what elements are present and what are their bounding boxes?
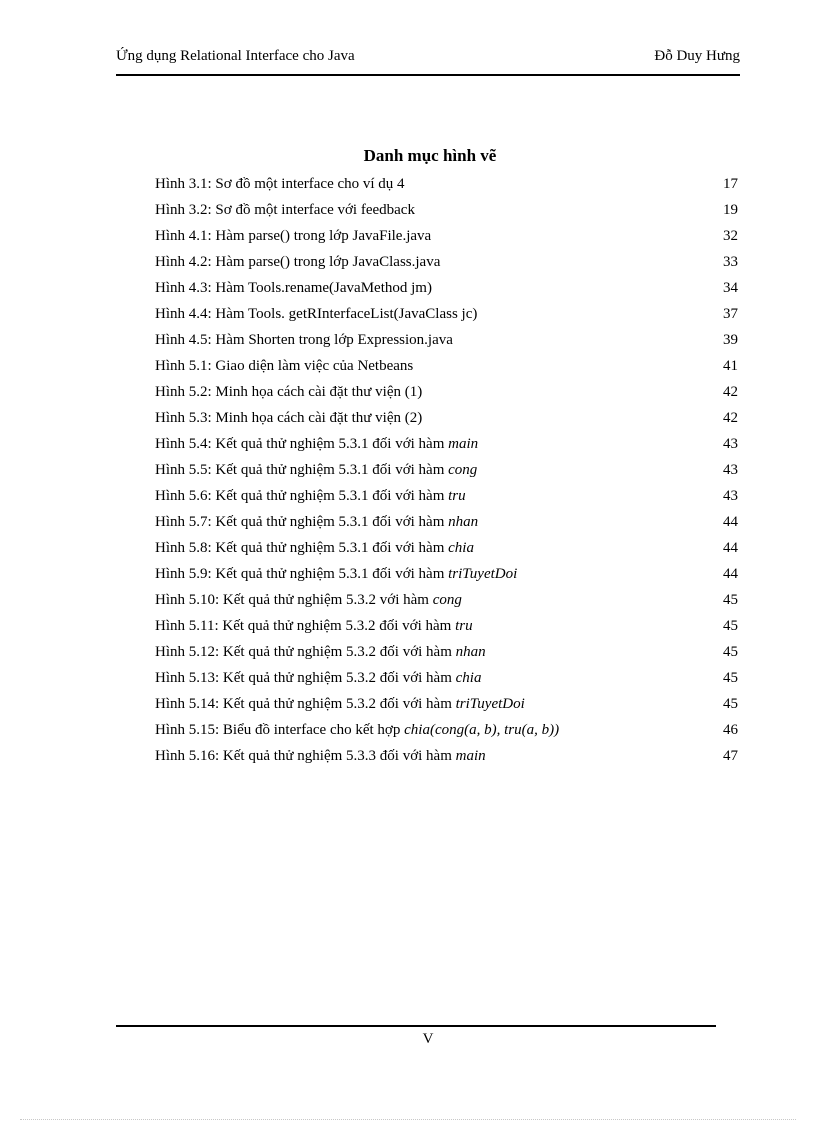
entry-page-number: 45 (723, 696, 738, 712)
list-item[interactable] (155, 379, 738, 405)
entry-page-number: 46 (723, 722, 738, 738)
header-rule (116, 74, 740, 76)
entry-text: Hình 5.10: Kết quả thử nghiệm 5.3.2 với hàm cong (155, 592, 462, 608)
list-item[interactable] (155, 587, 738, 613)
list-item[interactable] (155, 171, 738, 197)
entry-text: Hình 5.2: Minh họa cách cài đặt thư viện (1) (155, 384, 423, 400)
page-title: Danh mục hình vẽ (363, 146, 497, 165)
list-item[interactable] (155, 613, 738, 639)
list-item[interactable] (155, 197, 738, 223)
entry-page-number: 45 (723, 670, 738, 686)
entry-text: Hình 5.12: Kết quả thử nghiệm 5.3.2 đối với hàm nhan (155, 644, 486, 660)
entry-text: Hình 4.3: Hàm Tools.rename(JavaMethod jm) (155, 280, 432, 296)
list-item[interactable] (155, 405, 738, 431)
list-item[interactable] (155, 561, 738, 587)
entry-text: Hình 5.4: Kết quả thử nghiệm 5.3.1 đối với hàm main (155, 436, 479, 452)
entry-page-number: 47 (723, 748, 738, 764)
entry-text: Hình 5.3: Minh họa cách cài đặt thư viện (2) (155, 410, 423, 426)
list-item[interactable] (155, 457, 738, 483)
entry-text: Hình 3.1: Sơ đồ một interface cho ví dụ 4 (155, 176, 405, 192)
list-item[interactable] (155, 509, 738, 535)
list-item[interactable] (155, 431, 738, 457)
entry-text: Hình 5.9: Kết quả thử nghiệm 5.3.1 đối với hàm triTuyetDoi (155, 566, 518, 582)
entry-page-number: 44 (723, 514, 738, 530)
entry-page-number: 45 (723, 592, 738, 608)
entry-text: Hình 4.4: Hàm Tools. getRInterfaceList(JavaClass jc) (155, 306, 478, 322)
entry-page-number: 44 (723, 566, 738, 582)
entry-page-number: 34 (723, 280, 738, 296)
list-item[interactable] (155, 223, 738, 249)
entry-page-number: 37 (723, 306, 738, 322)
entry-text: Hình 4.1: Hàm parse() trong lớp JavaFile.java (155, 228, 432, 244)
entry-page-number: 19 (723, 202, 738, 218)
footer-page-number: V (422, 1031, 434, 1047)
list-item[interactable] (155, 535, 738, 561)
figure-list (155, 171, 738, 769)
page-bottom-divider (20, 1119, 796, 1120)
entry-page-number: 39 (723, 332, 738, 348)
entry-page-number: 17 (723, 176, 738, 192)
entry-text: Hình 5.5: Kết quả thử nghiệm 5.3.1 đối với hàm cong (155, 462, 478, 478)
entry-text: Hình 5.6: Kết quả thử nghiệm 5.3.1 đối với hàm tru (155, 488, 466, 504)
page-header (116, 48, 740, 70)
entry-text: Hình 5.7: Kết quả thử nghiệm 5.3.1 đối với hàm nhan (155, 514, 479, 530)
list-item[interactable] (155, 327, 738, 353)
entry-page-number: 43 (723, 488, 738, 504)
entry-page-number: 33 (723, 254, 738, 270)
list-item[interactable] (155, 301, 738, 327)
entry-page-number: 43 (723, 462, 738, 478)
entry-page-number: 42 (723, 384, 738, 400)
entry-text: Hình 5.14: Kết quả thử nghiệm 5.3.2 đối với hàm triTuyetDoi (155, 696, 525, 712)
entry-text: Hình 5.1: Giao diện làm việc của Netbeans (155, 358, 414, 374)
entry-text: Hình 5.8: Kết quả thử nghiệm 5.3.1 đối với hàm chia (155, 540, 474, 556)
list-item[interactable] (155, 483, 738, 509)
entry-page-number: 42 (723, 410, 738, 426)
entry-page-number: 44 (723, 540, 738, 556)
list-item[interactable] (155, 717, 738, 743)
list-item[interactable] (155, 249, 738, 275)
entry-text: Hình 4.5: Hàm Shorten trong lớp Expression.java (155, 332, 453, 348)
entry-page-number: 45 (723, 644, 738, 660)
entry-text: Hình 4.2: Hàm parse() trong lớp JavaClass.java (155, 254, 441, 270)
list-item[interactable] (155, 275, 738, 301)
entry-page-number: 41 (723, 358, 738, 374)
header-document-title: Ứng dụng Relational Interface cho Java (116, 48, 355, 64)
entry-text: Hình 5.11: Kết quả thử nghiệm 5.3.2 đối với hàm tru (155, 618, 473, 634)
entry-text: Hình 5.16: Kết quả thử nghiệm 5.3.3 đối với hàm main (155, 748, 486, 764)
list-item[interactable] (155, 665, 738, 691)
entry-text: Hình 5.13: Kết quả thử nghiệm 5.3.2 đối với hàm chia (155, 670, 482, 686)
list-item[interactable] (155, 639, 738, 665)
header-author: Đỗ Duy Hưng (654, 48, 740, 64)
entry-page-number: 32 (723, 228, 738, 244)
entry-text: Hình 5.15: Biểu đồ interface cho kết hợp chia(cong(a, b), tru(a, b)) (155, 722, 560, 738)
entry-page-number: 43 (723, 436, 738, 452)
list-item[interactable] (155, 743, 738, 769)
entry-page-number: 45 (723, 618, 738, 634)
list-item[interactable] (155, 691, 738, 717)
footer-rule (116, 1025, 716, 1027)
entry-text: Hình 3.2: Sơ đồ một interface với feedback (155, 202, 415, 218)
list-item[interactable] (155, 353, 738, 379)
